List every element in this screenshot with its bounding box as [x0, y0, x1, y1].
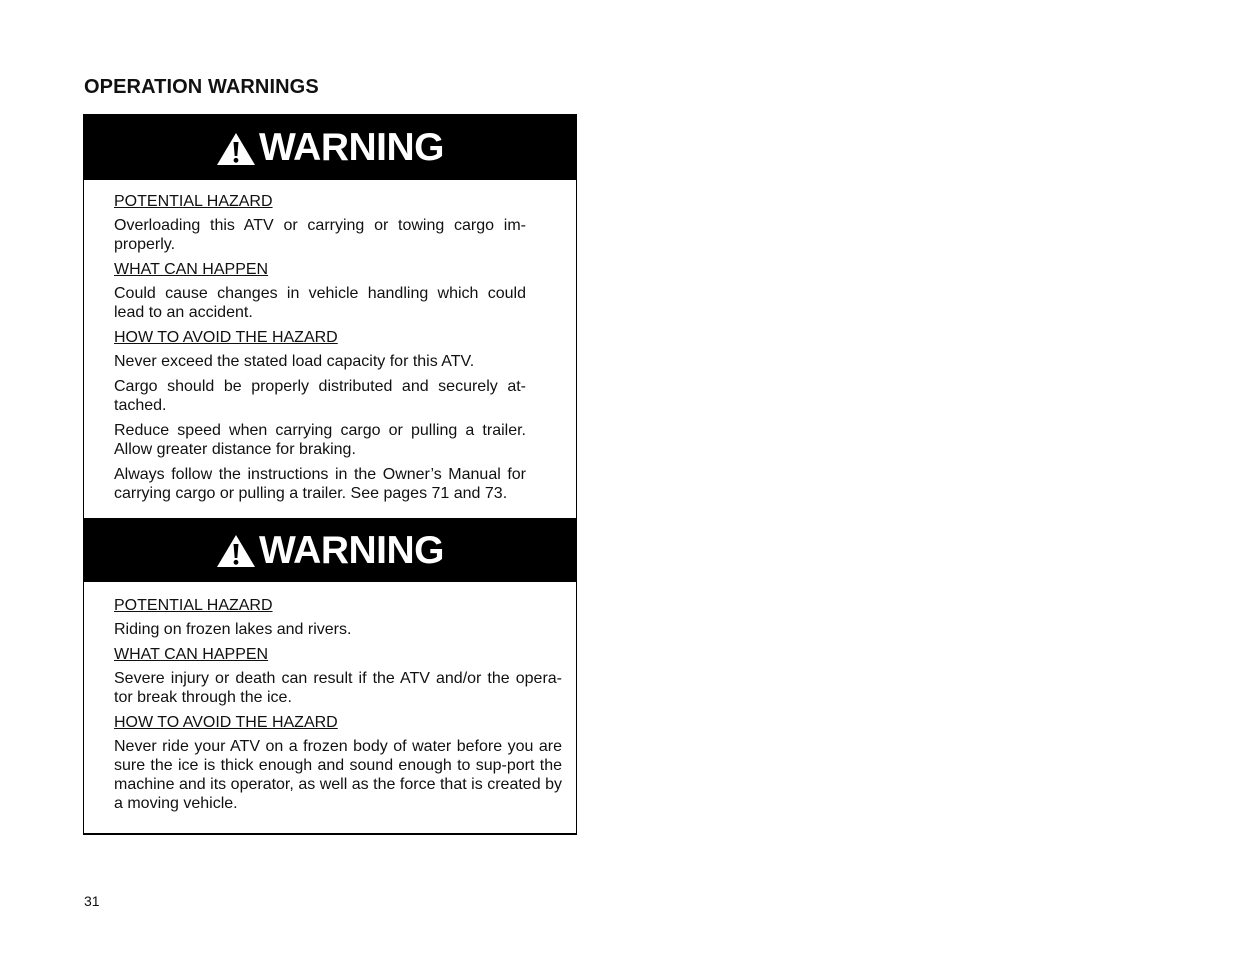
warning-body-2 [114, 596, 562, 819]
warning-header-2 [84, 518, 576, 582]
what-can-happen-label: WHAT CAN HAPPEN [114, 261, 269, 278]
how-to-avoid-text: Never exceed the stated load capacity for this ATV. [114, 353, 475, 370]
how-to-avoid-text: Cargo should be properly distributed and securely at-tached. [114, 378, 526, 414]
what-can-happen-text: Could cause changes in vehicle handling which could lead to an accident. [114, 285, 526, 321]
potential-hazard-label: POTENTIAL HAZARD [114, 193, 273, 210]
potential-hazard-text: Riding on frozen lakes and rivers. [114, 621, 352, 638]
how-to-avoid-text: Always follow the instructions in the Owner’s Manual for carrying cargo or pulling a trailer. See pages 71 and 73. [114, 466, 526, 502]
section-title: OPERATION WARNINGS [84, 76, 319, 98]
warning-triangle-icon [216, 534, 256, 568]
warning-triangle-icon [216, 132, 256, 166]
potential-hazard-label: POTENTIAL HAZARD [114, 597, 273, 614]
how-to-avoid-label: HOW TO AVOID THE HAZARD [114, 329, 338, 346]
warning-box [83, 114, 577, 835]
how-to-avoid-text: Reduce speed when carrying cargo or pulling a trailer. Allow greater distance for braking. [114, 422, 526, 458]
warning-title: WARNING [259, 528, 444, 572]
what-can-happen-text: Severe injury or death can result if the ATV and/or the opera-tor break through the ice. [114, 670, 562, 706]
warning-header-1 [84, 115, 576, 180]
how-to-avoid-label: HOW TO AVOID THE HAZARD [114, 714, 338, 731]
page-number: 31 [84, 893, 100, 909]
potential-hazard-text: Overloading this ATV or carrying or towing cargo im-properly. [114, 217, 526, 253]
what-can-happen-label: WHAT CAN HAPPEN [114, 646, 269, 663]
warning-title: WARNING [259, 126, 444, 169]
how-to-avoid-text: Never ride your ATV on a frozen body of water before you are sure the ice is thick enough and sound enough to sup-port the machine and its operator, as well as the force that is created by a moving vehicle. [114, 738, 562, 812]
warning-body-1 [114, 192, 526, 509]
